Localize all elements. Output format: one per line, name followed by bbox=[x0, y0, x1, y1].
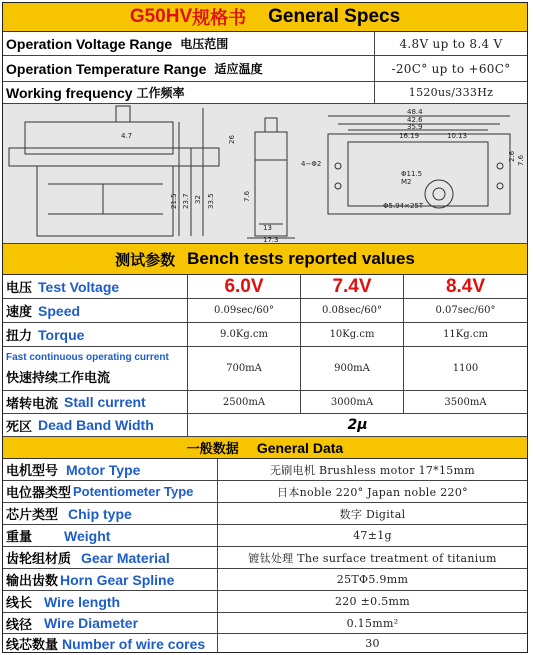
bench-label-en: Fast continuous operating current bbox=[6, 351, 169, 363]
bench-title-cn: 测试参数 bbox=[115, 250, 176, 269]
general-label-en: Chip type bbox=[68, 505, 132, 522]
general-row bbox=[3, 547, 527, 569]
general-row bbox=[3, 525, 527, 547]
spec-value: 1520us/333Hz bbox=[408, 86, 494, 99]
drawing-dim-label: 26 bbox=[228, 135, 236, 144]
bench-label-cn: 堵转电流 bbox=[6, 396, 59, 412]
drawing-dim-label: 4.7 bbox=[121, 132, 133, 140]
general-label-en: Weight bbox=[64, 527, 111, 544]
general-label-en: Potentiometer Type bbox=[73, 484, 194, 499]
bench-value: 3000mA bbox=[301, 391, 404, 413]
bench-label-cn: 电压 bbox=[6, 281, 33, 296]
spec-sheet bbox=[2, 2, 528, 653]
bench-row-speed bbox=[3, 299, 527, 323]
general-label-en: Gear Material bbox=[81, 549, 170, 566]
bench-band bbox=[3, 244, 527, 275]
drawing-dim-label: 13 bbox=[263, 224, 272, 232]
drawing-dim-label: Φ11.5 bbox=[401, 170, 423, 178]
servo-body-front bbox=[255, 132, 287, 236]
spec-label-cn: 工作频率 bbox=[136, 86, 185, 100]
bench-value: 900mA bbox=[301, 347, 404, 390]
header-band bbox=[3, 3, 527, 32]
general-label-en: Wire Diameter bbox=[44, 615, 139, 631]
header-model: G50HV bbox=[129, 6, 193, 27]
spec-value: 4.8V up to 8.4 V bbox=[399, 36, 503, 51]
drawing-dim-label: 32 bbox=[194, 195, 202, 204]
bench-value: 0.07sec/60° bbox=[435, 305, 496, 316]
bench-value: 2500mA bbox=[188, 391, 301, 413]
mounting-tab-side bbox=[9, 148, 219, 166]
output-gear-top bbox=[425, 180, 453, 208]
general-band bbox=[3, 437, 527, 459]
bench-value: 9.0Kg.cm bbox=[188, 323, 301, 346]
general-value: 镀钛处理 The surface treatment of titanium bbox=[248, 551, 497, 565]
drawing-dim-label: 42.6 bbox=[407, 116, 423, 124]
bench-label-en: Torque bbox=[38, 326, 85, 343]
bench-label-en: Stall current bbox=[64, 394, 146, 410]
general-label-cn: 线芯数量 bbox=[6, 638, 59, 653]
header-title-en: General Specs bbox=[268, 6, 401, 27]
drawing-dim-label: 7.6 bbox=[243, 190, 251, 202]
general-row bbox=[3, 591, 527, 613]
general-value: 0.15mm² bbox=[346, 616, 399, 630]
bench-row-current bbox=[3, 347, 527, 391]
general-row bbox=[3, 569, 527, 591]
bench-title-en: Bench tests reported values bbox=[187, 249, 415, 268]
general-label-cn: 齿轮组材质 bbox=[6, 552, 72, 567]
bench-label-cn: 死区 bbox=[6, 419, 33, 435]
servo-dimension-drawing bbox=[3, 104, 527, 243]
spec-row bbox=[3, 56, 527, 82]
bench-label-en: Test Voltage bbox=[38, 278, 120, 295]
general-title-en: General Data bbox=[256, 439, 344, 456]
drawing-dim-label: 48.4 bbox=[407, 108, 423, 116]
general-label-cn: 电位器类型 bbox=[6, 486, 72, 501]
bench-value: 10Kg.cm bbox=[301, 323, 404, 346]
general-row bbox=[3, 503, 527, 525]
dimension-drawing bbox=[3, 104, 527, 244]
general-label-cn: 电机型号 bbox=[6, 464, 59, 479]
spec-label-en: Operation Temperature Range bbox=[6, 60, 207, 77]
servo-body-side bbox=[37, 166, 173, 236]
header-title-cn: 规格书 bbox=[192, 8, 247, 29]
spec-label-en: Operation Voltage Range bbox=[6, 35, 173, 52]
drawing-dim-label: 35.9 bbox=[407, 123, 423, 131]
general-value: 47±1g bbox=[353, 529, 392, 542]
drawing-dim-label: 4−Φ2 bbox=[301, 160, 322, 168]
spec-label-en: Working frequency bbox=[6, 84, 133, 101]
general-value: 220 ±0.5mm bbox=[334, 595, 411, 608]
bench-value: 0.08sec/60° bbox=[301, 299, 404, 322]
bench-value: 1100 bbox=[452, 363, 479, 374]
bench-row-torque bbox=[3, 323, 527, 347]
general-value: 30 bbox=[365, 637, 380, 650]
general-row bbox=[3, 634, 527, 653]
general-label-en: Motor Type bbox=[66, 461, 141, 478]
drawing-dim-label: 10.13 bbox=[447, 132, 468, 140]
bench-row-voltage bbox=[3, 275, 527, 299]
general-label-en: Number of wire cores bbox=[62, 635, 206, 652]
drawing-dim-label: 23.7 bbox=[182, 193, 190, 209]
bench-value: 11Kg.cm bbox=[443, 329, 488, 340]
bench-value: 700mA bbox=[188, 347, 301, 390]
voltage-value: 8.4V bbox=[445, 275, 486, 297]
bench-label-en: Dead Band Width bbox=[38, 417, 154, 433]
general-title-cn: 一般数据 bbox=[186, 442, 239, 457]
general-label-cn: 输出齿数 bbox=[6, 574, 59, 589]
drawing-dim-label: 16.19 bbox=[399, 132, 420, 140]
spec-label-cn: 电压范围 bbox=[180, 37, 229, 51]
servo-top-case-side bbox=[25, 122, 173, 154]
bench-row-stall bbox=[3, 391, 527, 414]
output-spline-front bbox=[265, 118, 277, 132]
general-label-en: Wire length bbox=[44, 593, 121, 610]
general-label-cn: 芯片类型 bbox=[6, 508, 59, 523]
voltage-value: 6.0V bbox=[188, 275, 301, 298]
drawing-dim-label: 7.6 bbox=[517, 154, 525, 166]
drawing-dim-label: 21.5 bbox=[170, 193, 178, 209]
bench-value: 0.09sec/60° bbox=[188, 299, 301, 322]
spec-label-cn: 适应温度 bbox=[214, 62, 263, 76]
spec-value: -20C° up to +60C° bbox=[391, 61, 511, 76]
spec-row bbox=[3, 82, 527, 104]
general-value: 无刷电机 Brushless motor 17*15mm bbox=[269, 463, 476, 477]
general-value: 数字 Digital bbox=[339, 507, 406, 521]
drawing-dim-label: 2.6 bbox=[508, 150, 516, 162]
output-spline-side bbox=[116, 106, 130, 122]
general-label-cn: 重量 bbox=[6, 530, 33, 545]
general-row bbox=[3, 459, 527, 481]
general-label-en: Horn Gear Spline bbox=[60, 571, 175, 588]
bench-label-en: Speed bbox=[38, 302, 81, 319]
drawing-dim-label: 33.5 bbox=[207, 193, 215, 209]
drawing-dim-label: M2 bbox=[401, 178, 412, 186]
general-row bbox=[3, 613, 527, 634]
general-label-cn: 线径 bbox=[6, 617, 33, 633]
spec-row bbox=[3, 32, 527, 56]
bench-value: 3500mA bbox=[444, 396, 487, 408]
bench-label-cn: 速度 bbox=[6, 305, 33, 320]
drawing-dim-label: Φ5.94×25T bbox=[383, 202, 424, 210]
bench-label-cn: 快速持续工作电流 bbox=[6, 370, 111, 386]
deadband-value: 2μ bbox=[347, 417, 368, 433]
voltage-value: 7.4V bbox=[301, 275, 404, 298]
general-value: 日本noble 220° Japan noble 220° bbox=[277, 485, 468, 499]
bench-row-deadband bbox=[3, 414, 527, 437]
drawing-dim-label: 17.3 bbox=[263, 236, 279, 243]
general-row bbox=[3, 481, 527, 503]
bench-label-cn: 扭力 bbox=[6, 329, 33, 344]
general-value: 25TΦ5.9mm bbox=[336, 573, 409, 586]
general-label-cn: 线长 bbox=[6, 596, 33, 611]
